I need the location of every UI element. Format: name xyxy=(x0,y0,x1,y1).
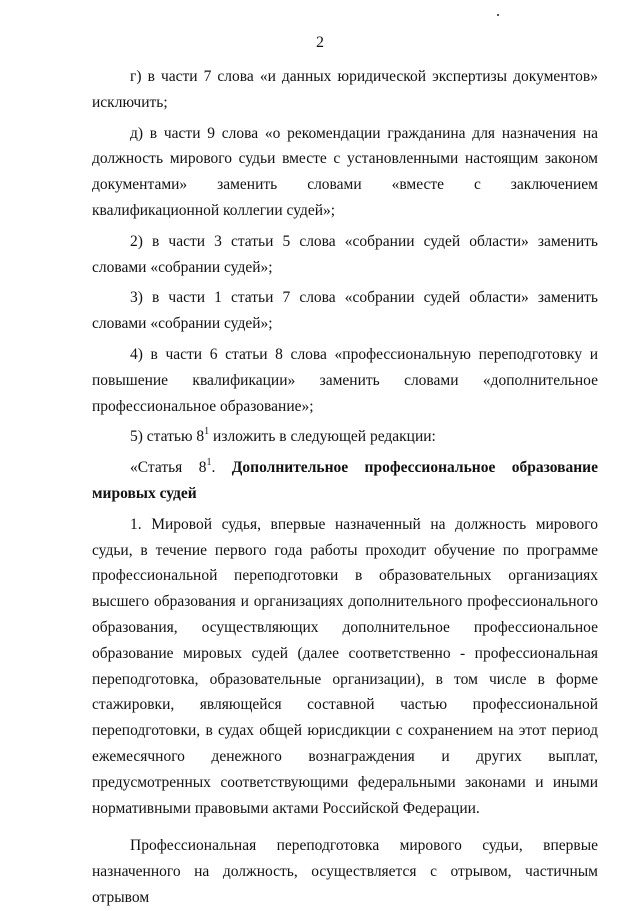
article-title: Дополнительное профессиональное образование мировых судей xyxy=(92,459,598,502)
paragraph-g: г) в части 7 слова «и данных юридической экспертизы документов» исключить; xyxy=(92,68,598,111)
document-body xyxy=(92,64,598,911)
article-part-1: 1. Мировой судья, впервые назначенный на должность мирового судьи, в течение первого года работы проходит обучение по программе профессиональной переподготовки в образовательных организациях высшего образования и организациях дополнительного профессионального образования, осуществляющих дополнительное профессиональное образование мировых судей (далее соответственно - профессиональная переподготовка, образовательные организации), в том числе в форме стажировки, являющейся составной частью профессиональной переподготовки, в судах общей юрисдикции с сохранением на этот период ежемесячного денежного вознаграждения и других выплат, предусмотренных соответствующими федеральными законами и иными нормативными правовыми актами Российской Федерации. xyxy=(92,515,598,817)
article-sup: 1 xyxy=(206,457,212,468)
paragraph-3: 3) в части 1 статьи 7 слова «собрании судей области» заменить словами «собрании судей»; xyxy=(92,289,598,333)
article-part-1-continued: Профессиональная переподготовка мирового судьи, впервые назначенного на должность, осуществляется с отрывом, частичным отрывом xyxy=(92,837,598,906)
scan-dot xyxy=(497,14,499,16)
article-prefix: «Статья 8 xyxy=(130,459,207,477)
paragraph-5-sup: 1 xyxy=(204,426,210,438)
paragraph-5 xyxy=(92,424,598,450)
paragraph-5-after: изложить в следующей редакции: xyxy=(209,428,436,446)
paragraph-2: 2) в части 3 статьи 5 слова «собрании судей области» заменить словами «собрании судей»; xyxy=(92,232,598,276)
article-dot: . xyxy=(211,459,216,477)
paragraph-d: д) в части 9 слова «о рекомендации гражданина для назначения на должность мирового судьи вместе с установленными настоящим законом документами» заменить словами «вместе с заключением квалификационной коллегии судей»; xyxy=(92,124,598,219)
page-number: 2 xyxy=(316,34,324,51)
article-heading xyxy=(92,455,598,507)
paragraph-5-before: 5) статью 8 xyxy=(130,428,205,446)
paragraph-4: 4) в части 6 статьи 8 слова «профессиональную переподготовку и повышение квалификации» заменить словами «дополнительное профессиональное образование»; xyxy=(92,345,598,415)
